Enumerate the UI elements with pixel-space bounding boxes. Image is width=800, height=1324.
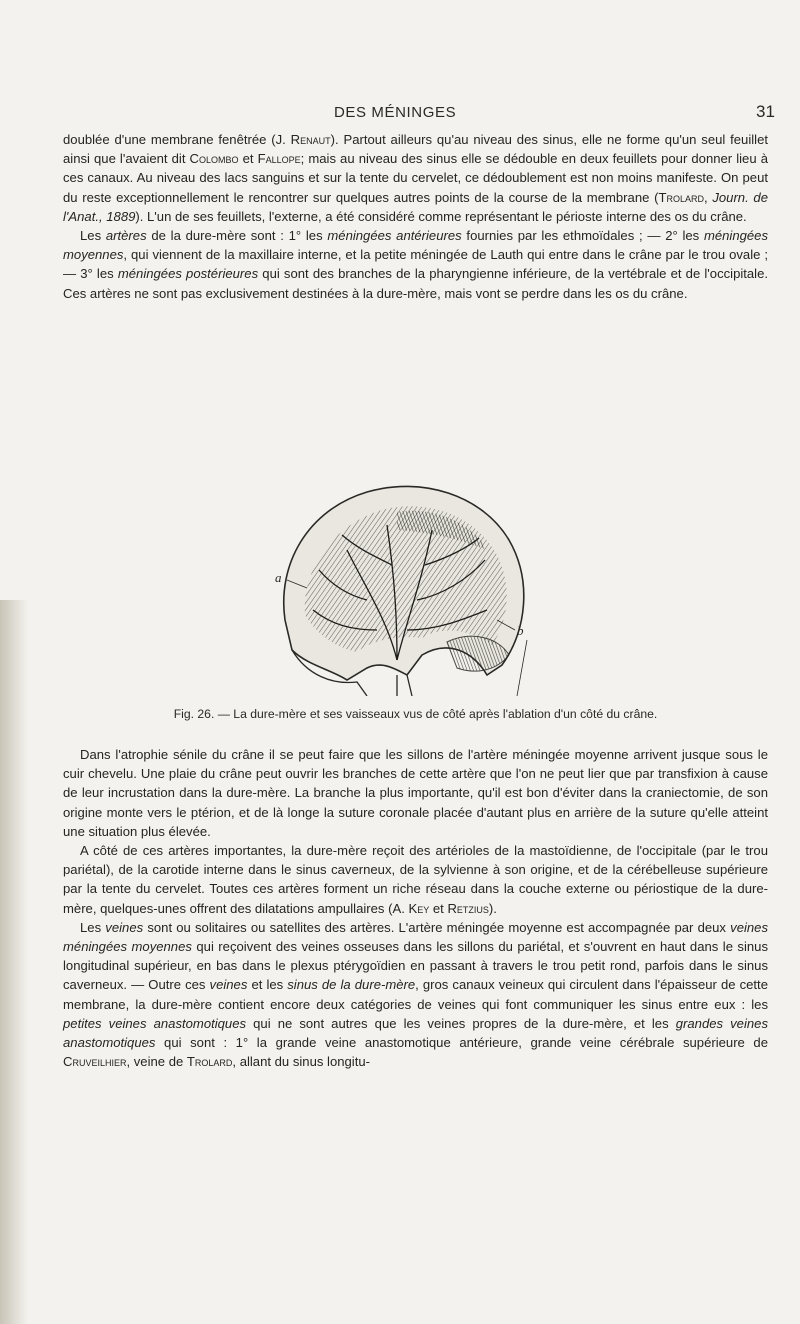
text-run: , allant du sinus longitu- (232, 1054, 370, 1070)
text-run: sont ou solitaires ou satellites des artères. L'artère méningée moyenne est accompagnée par deux (143, 919, 731, 935)
text-run: A côté de ces artères importantes, la dure-mère reçoit des artérioles de la mastoïdienne, de l'occipitale (par le trou pariétal), de la carotide interne dans le sinus caverneux, de la sylvienne à son origine, et de la cérébelleuse supérieure par la tente du cervelet. Toutes ces artères forment un riche réseau dans la couche externe ou périostique de la dure-mère, quelques-unes offrent des dilatations ampullaires (A. (63, 843, 768, 916)
running-title: DES MÉNINGES (334, 104, 457, 121)
text-run: ; mais au niveau des sinus elle se dédouble en deux feuillets pour donner lieu à ces canaux. Au niveau des lacs sanguins et sur la tente du cervelet, ce dédoublement est non moins manifeste. On peut du reste exceptionnellement le rencontrer sur quelques autres points de la course de la membrane ( (63, 151, 768, 205)
figure-caption: Fig. 26. — La dure-mère et ses vaisseaux vus de côté après l'ablation d'un côté du crâne. (173, 707, 658, 721)
text-run: , qui viennent de la maxillaire interne, et la petite méningée de Lauth qui entre dans le crâne par le trou ovale ; — 3° les (63, 247, 768, 282)
paragraph (63, 918, 768, 1072)
text-run: artères (105, 228, 147, 244)
text-run: qui reçoivent des veines osseuses dans les sillons du pariétal, et s'ouvrent en haut dans le sinus longitudinal supérieur, en bas dans le plexus ptérygoïdien en passant à travers le trou petit rond, parfois dans le sinus caverneux. — Outre ces (63, 939, 768, 993)
running-head (0, 104, 800, 126)
text-run: qui ne sont autres que les veines propres de la dure-mère, et les (246, 1015, 676, 1031)
text-run: et (429, 900, 448, 916)
text-run: Les (80, 919, 106, 935)
text-run: , veine de (126, 1054, 187, 1070)
figure-label-a: a (275, 570, 282, 585)
text-run: , gros canaux veineux qui circulent dans l'épaisseur de cette membrane, la dure-mère contient encore deux catégories de veines qui font communiquer les sinus entre eux : les (63, 977, 768, 1012)
text-run: Cruveilhier (63, 1054, 127, 1070)
text-run: Trolard (186, 1054, 233, 1070)
text-run: petites veines anastomotiques (63, 1015, 247, 1031)
text-run: Dans l'atrophie sénile du crâne il se peut faire que les sillons de l'artère méningée moyenne arrivent jusque sous le cuir chevelu. Une plaie du crâne peut ouvrir les branches de cette artère que l'on ne peut lier que par transfixion à cause de leur incrustation dans la dure-mère. La branche la plus importante, qu'il est bon d'éviter dans la craniectomie, de son origine monte vers le ptérion, et de là longe la suture coronale placée d'autant plus en arrière de la suture qu'elle atteint une situation plus élevée. (63, 747, 768, 839)
text-run: doublée d'une membrane fenêtrée (J. (63, 132, 291, 147)
text-run: ). Partout ailleurs qu'au niveau des sinus, elle ne forme qu'un seul feuillet ainsi que l'avaient dit (63, 132, 768, 167)
paragraph (63, 841, 768, 918)
page-edge-shadow (0, 600, 28, 1324)
page-number: 31 (756, 102, 775, 121)
figure-label-b: b (517, 623, 524, 638)
text-run: veines méningées moyennes (63, 919, 769, 955)
text-run: qui sont : 1° la grande veine anastomotique antérieure, grande veine cérébrale supérieure de (155, 1035, 768, 1051)
paragraph (63, 130, 768, 226)
text-run: , (703, 189, 713, 205)
text-run: qui sont des branches de la pharyngienne inférieure, de la vertébrale et de l'occipitale. Ces artères ne sont pas exclusivement destinées à la dure-mère, mais vont se perdre dans les os du crâne. (63, 266, 769, 301)
text-run: ). (488, 900, 497, 916)
dura-mater-illustration (247, 470, 547, 696)
text-run: Journ. de l'Anat., 1889 (63, 189, 768, 224)
text-run: ). L'un de ses feuillets, l'externe, a été considéré comme représentant le périoste interne des os du crâne. (135, 208, 747, 224)
text-run: et (238, 151, 258, 167)
text-block-bottom (63, 745, 768, 1071)
text-run: Trolard (658, 189, 704, 205)
text-run: Renaut (290, 132, 331, 147)
text-run: Les (80, 228, 106, 244)
text-run: et les (247, 977, 288, 993)
text-run: Colombo (189, 151, 239, 167)
text-run: Key (408, 900, 430, 916)
text-run: veines (209, 977, 248, 993)
text-run: veines (105, 919, 144, 935)
text-run: Retzius (447, 900, 489, 916)
text-block-top (63, 130, 768, 303)
paragraph (63, 745, 768, 841)
text-run: méningées moyennes (63, 228, 769, 263)
text-run: méningées antérieures (327, 228, 462, 244)
text-run: Fallope (257, 151, 301, 167)
paragraph (63, 226, 768, 303)
text-run: méningées postérieures (117, 266, 259, 282)
text-run: sinus de la dure-mère (287, 977, 416, 993)
text-run: de la dure-mère sont : 1° les (146, 228, 328, 244)
text-run: fournies par les ethmoïdales ; — 2° les (461, 228, 704, 244)
text-run: grandes veines anastomotiques (63, 1015, 768, 1051)
